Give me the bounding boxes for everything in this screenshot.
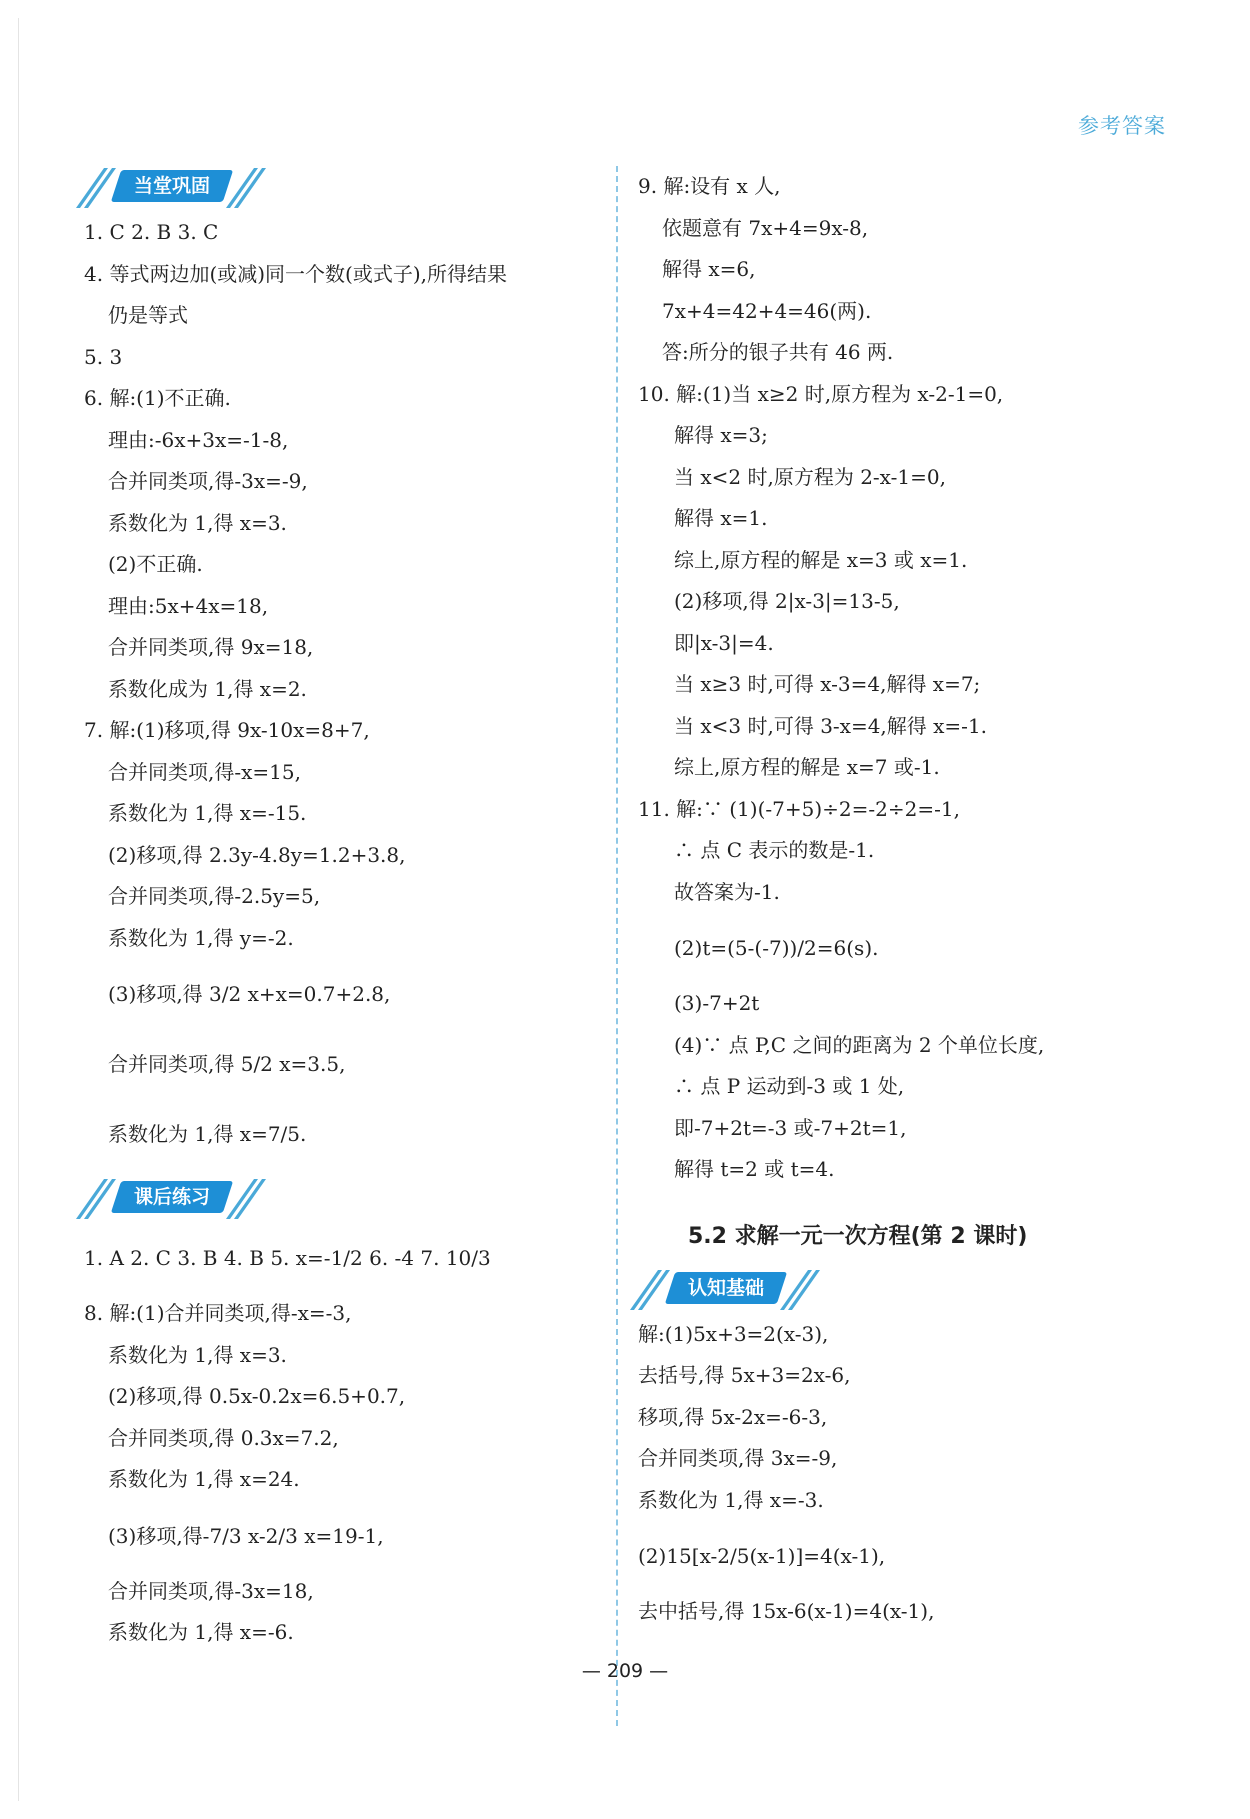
answer-line: ∴ 点 P 运动到-3 或 1 处, — [674, 1074, 905, 1098]
answer-line: 7. 解:(1)移项,得 9x-10x=8+7, — [84, 718, 370, 742]
section-title: 5.2 求解一元一次方程(第 2 课时) — [688, 1223, 1028, 1249]
answer-line: 当 x<2 时,原方程为 2-x-1=0, — [674, 464, 946, 489]
answer-line: 系数化为 1,得 x=24. — [108, 1467, 300, 1491]
answer-line: 依题意有 7x+4=9x-8, — [662, 215, 869, 240]
badge-kehou: 课后练习 — [90, 1181, 228, 1215]
answer-line: (3)移项,得 3/2 x+x=0.7+2.8, — [108, 982, 391, 1006]
answer-line: 合并同类项,得 0.3x=7.2, — [108, 1425, 339, 1450]
answer-line: 故答案为-1. — [674, 879, 780, 904]
answer-line: 4. 等式两边加(或减)同一个数(或式子),所得结果 — [84, 261, 508, 286]
answer-line: 综上,原方程的解是 x=7 或-1. — [674, 755, 940, 779]
answer-line: 系数化为 1,得 x=-6. — [108, 1620, 294, 1644]
answer-line: 移项,得 5x-2x=-6-3, — [638, 1404, 828, 1429]
answer-line: 1. C 2. B 3. C — [84, 220, 219, 244]
answer-line: ∴ 点 C 表示的数是-1. — [674, 838, 875, 862]
answer-line: 去中括号,得 15x-6(x-1)=4(x-1), — [638, 1599, 935, 1623]
answer-line: 即|x-3|=4. — [674, 630, 774, 655]
answer-line: 去括号,得 5x+3=2x-6, — [638, 1363, 851, 1387]
answer-line: 7x+4=42+4=46(两). — [662, 298, 872, 323]
answer-line: 8. 解:(1)合并同类项,得-x=-3, — [84, 1301, 352, 1325]
answer-line: 解得 x=1. — [674, 506, 768, 530]
answer-line: 合并同类项,得 3x=-9, — [638, 1446, 838, 1470]
answer-line: 仍是等式 — [108, 303, 188, 327]
answer-line: (3)-7+2t — [674, 991, 760, 1015]
answer-line: 系数化为 1,得 x=-3. — [638, 1487, 824, 1512]
answer-line: (2)移项,得 2.3y-4.8y=1.2+3.8, — [108, 842, 406, 867]
answer-line: 5. 3 — [84, 344, 123, 369]
answer-line: 综上,原方程的解是 x=3 或 x=1. — [674, 547, 968, 572]
answer-line: (2)t=(5-(-7))/2=6(s). — [674, 936, 879, 960]
answer-line: 1. A 2. C 3. B 4. B 5. x=-1/2 6. -4 7. 10/3 — [84, 1246, 491, 1270]
answer-line: 解:(1)5x+3=2(x-3), — [638, 1321, 829, 1346]
column-divider — [616, 166, 618, 1726]
answer-line: 9. 解:设有 x 人, — [638, 174, 781, 198]
left-column — [84, 166, 604, 1654]
answer-line: 6. 解:(1)不正确. — [84, 386, 231, 410]
answer-line: (2)不正确. — [108, 552, 203, 576]
answer-line: (2)移项,得 2|x-3|=13-5, — [674, 589, 900, 613]
answer-line: 合并同类项,得 9x=18, — [108, 635, 314, 659]
header-reference-answers: 参考答案 — [1078, 114, 1166, 138]
answer-line: 系数化成为 1,得 x=2. — [108, 676, 307, 701]
badge-renzhi: 认知基础 — [644, 1272, 782, 1306]
badge-dangtang: 当堂巩固 — [90, 170, 228, 204]
answer-line: 解得 x=3; — [674, 423, 768, 447]
answer-line: 合并同类项,得-3x=18, — [108, 1578, 314, 1603]
answer-line: (4)∵ 点 P,C 之间的距离为 2 个单位长度, — [674, 1032, 1045, 1057]
answer-line: 理由:5x+4x=18, — [108, 593, 269, 618]
answer-line: (2)移项,得 0.5x-0.2x=6.5+0.7, — [108, 1384, 406, 1408]
answer-line: 系数化为 1,得 y=-2. — [108, 925, 294, 950]
answer-line: 答:所分的银子共有 46 两. — [662, 340, 894, 364]
page-number: — 209 — — [581, 1660, 669, 1682]
answer-line: 系数化为 1,得 x=3. — [108, 510, 287, 535]
right-column — [638, 166, 1158, 1633]
answer-line: 当 x≥3 时,可得 x-3=4,解得 x=7; — [674, 672, 981, 696]
answer-line: 解得 x=6, — [662, 257, 756, 281]
answer-line: 系数化为 1,得 x=3. — [108, 1342, 287, 1367]
answer-line: 系数化为 1,得 x=-15. — [108, 801, 307, 825]
answer-line: 合并同类项,得-x=15, — [108, 759, 301, 784]
answer-line: 10. 解:(1)当 x≥2 时,原方程为 x-2-1=0, — [638, 381, 1004, 406]
answer-line: 11. 解:∵ (1)(-7+5)÷2=-2÷2=-1, — [638, 796, 960, 821]
answer-line: 合并同类项,得-2.5y=5, — [108, 884, 321, 908]
answer-line: 即-7+2t=-3 或-7+2t=1, — [674, 1115, 907, 1140]
answer-line: 当 x<3 时,可得 3-x=4,解得 x=-1. — [674, 713, 988, 738]
answer-line: 合并同类项,得-3x=-9, — [108, 469, 308, 493]
answer-line: 合并同类项,得 5/2 x=3.5, — [108, 1052, 346, 1076]
answer-line: 解得 t=2 或 t=4. — [674, 1157, 835, 1181]
answer-line: 理由:-6x+3x=-1-8, — [108, 427, 289, 452]
answer-line: (3)移项,得-7/3 x-2/3 x=19-1, — [108, 1523, 384, 1548]
answer-line: (2)15[x-2/5(x-1)]=4(x-1), — [638, 1544, 886, 1568]
answer-line: 系数化为 1,得 x=7/5. — [108, 1122, 307, 1146]
